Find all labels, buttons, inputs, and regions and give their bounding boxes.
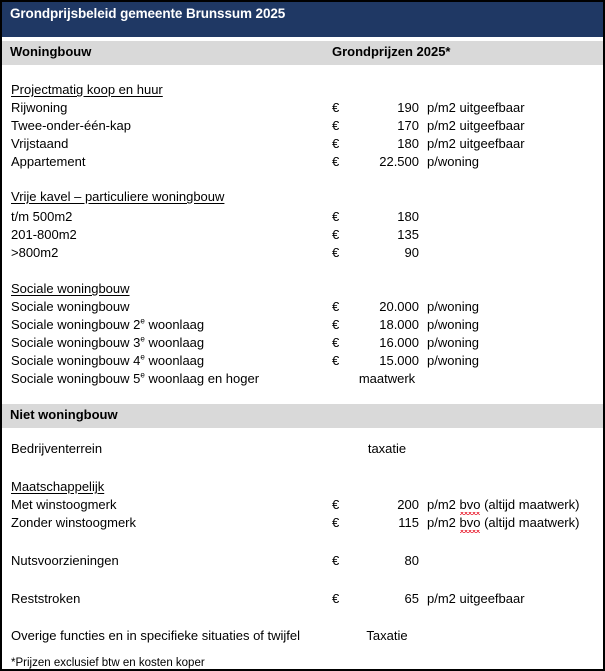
row-amount: 65 [404, 591, 419, 606]
row-label: >800m2 [11, 245, 59, 260]
currency-symbol: € [332, 317, 340, 332]
table-row [2, 99, 603, 117]
row-label: Nutsvoorzieningen [11, 553, 119, 568]
currency-symbol: € [332, 245, 340, 260]
row-value: Taxatie [366, 628, 408, 643]
row-label: Overige functies en in specifieke situaties of twijfel [11, 628, 301, 643]
table-row [2, 208, 603, 226]
currency-symbol: € [332, 515, 340, 530]
row-label: Sociale woningbouw 5e woonlaag en hoger [11, 370, 260, 386]
row-label: Twee-onder-één-kap [11, 118, 131, 133]
group-heading-row [2, 280, 603, 298]
row-amount: 115 [398, 515, 419, 530]
row-label: Sociale woningbouw 3e woonlaag [11, 334, 205, 350]
row-amount: 16.000 [379, 335, 419, 350]
row-unit: p/m2 uitgeefbaar [427, 118, 525, 133]
table-row [2, 552, 603, 570]
row-unit: p/m2 uitgeefbaar [427, 100, 525, 115]
footnote: *Prijzen exclusief btw en kosten koper [11, 657, 205, 669]
currency-symbol: € [332, 553, 340, 568]
row-label: 201-800m2 [11, 227, 77, 242]
row-label: Appartement [11, 154, 86, 169]
group-heading: Sociale woningbouw [11, 281, 130, 296]
row-amount: 180 [397, 136, 419, 151]
row-unit: p/woning [427, 335, 480, 350]
currency-symbol: € [332, 299, 340, 314]
row-amount: 20.000 [379, 299, 419, 314]
row-unit: p/woning [427, 317, 480, 332]
currency-symbol: € [332, 136, 340, 151]
table-row [2, 352, 603, 370]
currency-symbol: € [332, 154, 340, 169]
row-unit: p/woning [427, 299, 480, 314]
table-row [2, 135, 603, 153]
row-amount: 190 [397, 100, 419, 115]
row-label: Vrijstaand [11, 136, 69, 151]
table-row [2, 627, 603, 645]
group-heading: Vrije kavel – particuliere woningbouw [11, 189, 225, 204]
row-label: Sociale woningbouw 2e woonlaag [11, 316, 205, 332]
table-row [2, 334, 603, 352]
section-header-label: Niet woningbouw [10, 407, 118, 422]
currency-symbol: € [332, 335, 340, 350]
row-amount: 200 [397, 497, 419, 512]
row-unit: p/woning [427, 154, 480, 169]
row-unit: p/woning [427, 353, 480, 368]
currency-symbol: € [332, 209, 340, 224]
table-row [2, 298, 603, 316]
row-label: t/m 500m2 [11, 209, 73, 224]
table-row [2, 244, 603, 262]
row-amount: 180 [397, 209, 419, 224]
group-heading: Projectmatig koop en huur [11, 82, 163, 97]
table-row [2, 514, 603, 532]
document-title: Grondprijsbeleid gemeente Brunssum 2025 [10, 6, 286, 21]
section-header-price-label: Grondprijzen 2025* [332, 44, 451, 59]
row-label: Reststroken [11, 591, 81, 606]
section-header-woningbouw [2, 41, 603, 65]
row-amount: 135 [397, 227, 419, 242]
row-unit: p/m2 uitgeefbaar [427, 136, 525, 151]
row-amount: 15.000 [379, 353, 419, 368]
row-label: Rijwoning [11, 100, 68, 115]
currency-symbol: € [332, 118, 340, 133]
row-label: Met winstoogmerk [11, 497, 117, 512]
row-label: Bedrijventerrein [11, 441, 103, 456]
row-label: Sociale woningbouw 4e woonlaag [11, 352, 205, 368]
table-row [2, 153, 603, 171]
row-amount: 170 [397, 118, 419, 133]
document-title-bar [2, 2, 603, 37]
section-header-label: Woningbouw [10, 44, 92, 59]
currency-symbol: € [332, 591, 340, 606]
row-amount: 18.000 [379, 317, 419, 332]
row-amount: 80 [404, 553, 419, 568]
group-heading-row [2, 81, 603, 99]
currency-symbol: € [332, 100, 340, 115]
row-value: maatwerk [358, 371, 416, 386]
row-label: Zonder winstoogmerk [11, 515, 136, 530]
row-value: taxatie [367, 441, 407, 456]
group-heading-row [2, 188, 603, 206]
table-row [2, 226, 603, 244]
table-row [2, 316, 603, 334]
table-row [2, 496, 603, 514]
row-amount: 90 [404, 245, 419, 260]
row-label: Sociale woningbouw [11, 299, 130, 314]
row-unit: p/m2 bvo (altijd maatwerk) [427, 514, 579, 533]
table-row [2, 590, 603, 608]
section-header-niet-woningbouw [2, 404, 603, 428]
row-unit: p/m2 uitgeefbaar [427, 591, 525, 606]
group-heading: Maatschappelijk [11, 479, 105, 494]
currency-symbol: € [332, 227, 340, 242]
currency-symbol: € [332, 497, 340, 512]
table-row [2, 370, 603, 388]
currency-symbol: € [332, 353, 340, 368]
row-amount: 22.500 [379, 154, 419, 169]
row-unit: p/m2 bvo (altijd maatwerk) [427, 496, 579, 515]
table-row [2, 440, 603, 458]
group-heading-row [2, 478, 603, 496]
table-row [2, 117, 603, 135]
